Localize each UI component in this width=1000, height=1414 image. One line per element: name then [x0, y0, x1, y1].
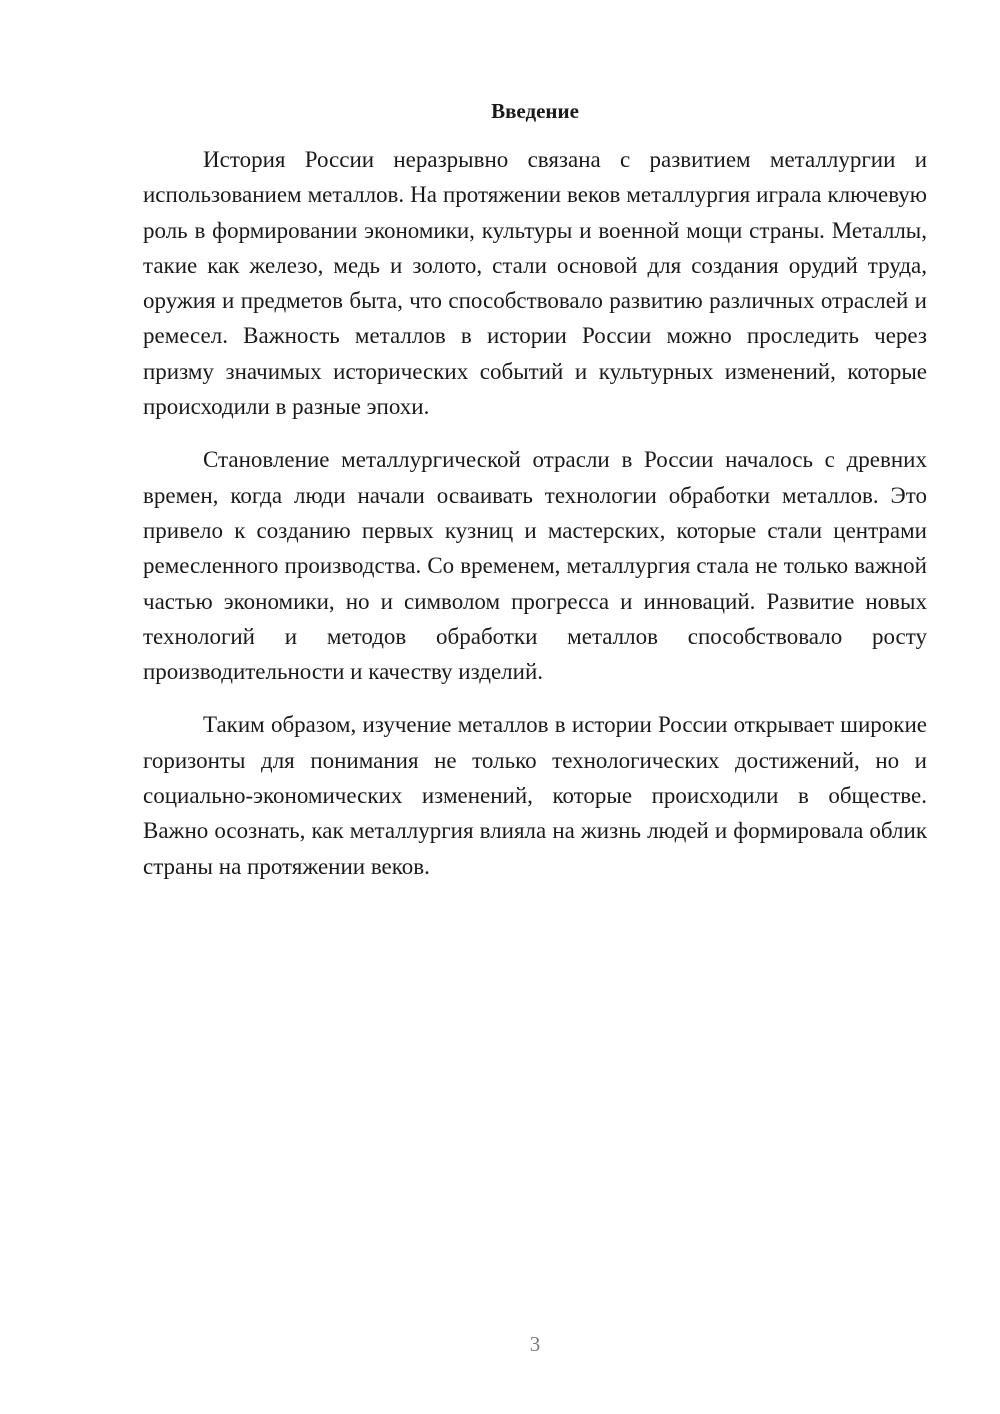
body-text — [143, 142, 927, 902]
paragraph-1: История России неразрывно связана с развитием металлургии и использованием металлов. На протяжении веков металлургия играла ключевую роль в формировании экономики, культуры и военной мощи страны. Металлы, такие как железо, медь и золото, стали основой для создания орудий труда, оружия и предметов быта, что способствовало развитию различных отраслей и ремесел. Важность металлов в истории России можно проследить через призму значимых исторических событий и культурных изменений, которые происходили в разные эпохи. — [143, 147, 927, 420]
page-number: 3 — [529, 1332, 541, 1356]
section-heading: Введение — [491, 99, 579, 123]
paragraph-2: Становление металлургической отрасли в России началось с древних времен, когда люди начали осваивать технологии обработки металлов. Это привело к созданию первых кузниц и мастерских, которые стали центрами ремесленного производства. Со временем, металлургия стала не только важной частью экономики, но и символом прогресса и инноваций. Развитие новых технологий и методов обработки металлов способствовало росту производительности и качеству изделий. — [143, 447, 927, 685]
paragraph-3: Таким образом, изучение металлов в истории России открывает широкие горизонты для понимания не только технологических достижений, но и социально-экономических изменений, которые происходили в обществе. Важно осознать, как металлургия влияла на жизнь людей и формировала облик страны на протяжении веков. — [143, 712, 927, 879]
